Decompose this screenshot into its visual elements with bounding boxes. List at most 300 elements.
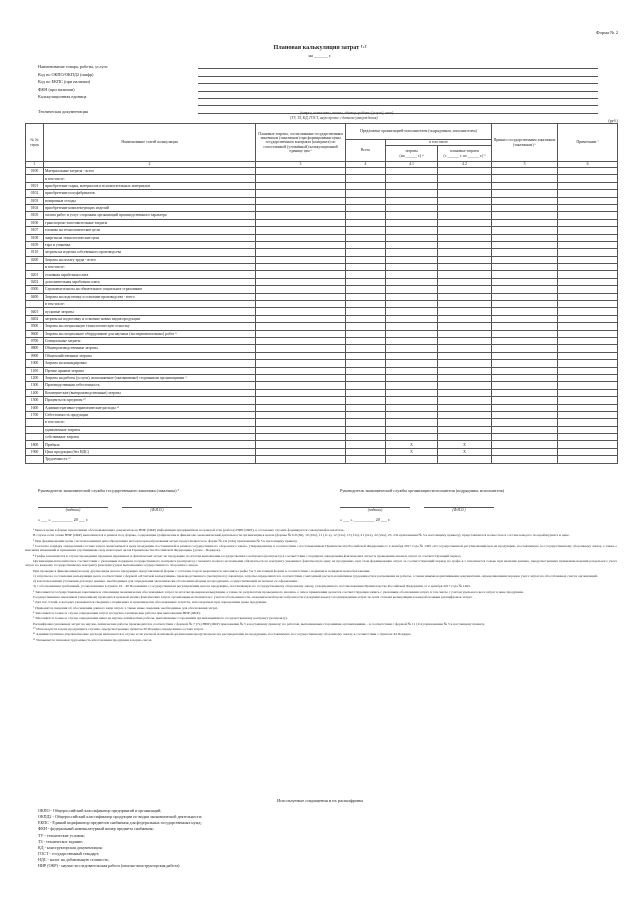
row-value-cell [558,293,618,300]
row-value-cell [386,374,438,381]
row-value-cell [386,286,438,293]
row-name: Прочие прямые затраты [44,367,256,374]
row-value-cell [438,182,492,189]
row-value-cell [256,212,346,219]
table-row [26,264,618,271]
row-value-cell [438,301,492,308]
row-value-cell [438,175,492,182]
row-value-cell [558,323,618,330]
table-row [26,204,618,211]
row-code: 0500 [26,323,44,330]
row-code: 0401 [26,308,44,315]
row-value-cell [492,448,558,455]
row-value-cell [558,182,618,189]
row-value-cell [386,249,438,256]
row-name: Специальные затраты [44,337,256,344]
row-value-cell [256,197,346,204]
row-value-cell [558,404,618,411]
column-number: 1 [26,162,44,168]
row-value-cell [346,411,386,418]
row-name: Трудоемкость ¹² [44,456,256,463]
footnote: В случае если этапы НИР (ОКР) выполняются в рамках под, формы, содержащие графические и финансово-экономический деятельности организации в целом (формы № 6-8 (8а), 10 (10а), 11 (11 а), 12 (12а), 13 (13а), 21 (21а), 22 (22а), 23, 23а приложения № 5 к настоящему приказу), представляются полностью в составе каждого по-прейскуранта и цене. [33,533,570,538]
footnote: Расшифровка указанных затрат на научно-технические работы производится в соответствии с формой № 7 (7а) НИР (ОКР) приложения № 5 к настоящему приказу; по работам, выполняемым сторонними организациями, - в соответствии с формой № 11 (11а) приложения № 5 к настоящему приказу. [33,621,485,626]
row-value-cell [386,367,438,374]
row-value-cell [438,256,492,263]
row-code: 0104 [26,204,44,211]
row-value-cell [438,426,492,433]
row-value-cell [346,197,386,204]
column-number: 4 [346,162,386,168]
row-value-cell [386,190,438,197]
footnote: ⁴ Графы заполняются в случае проведения проверки первичных и фактических затрат на продукцию по итогам выполнения государственного контракта (контракта) в соответствии с порядком определения фактических затрат и проведения анализа затрат за соответствующий период. [33,553,462,558]
footnote: ⁹ Заполняется только в случае определения цены на научно-технические работы, выполняемые сторонними организациями по государственному контракту (контракту). [33,616,288,621]
row-value-cell [558,301,618,308]
col-header-total: Всего [346,140,386,162]
header-field-label: Код по ОКПО/ОКПД2 (шифр) [38,71,94,77]
row-value-cell [256,241,346,248]
table-row [26,374,618,381]
row-value-cell [438,241,492,248]
row-value-cell [386,352,438,359]
row-value-cell [386,308,438,315]
col-header-note: Примечание ⁷ [558,124,618,162]
column-number: 2 [44,162,256,168]
document-title: Плановая калькуляция затрат ¹·² [273,44,367,51]
row-value-cell [492,241,558,248]
signature-right-title: Руководитель экономической службы организации-исполнителя (подрядчика, исполнителя) [340,488,504,493]
row-code: 0101 [26,182,44,189]
row-value-cell [346,293,386,300]
row-code [26,456,44,463]
row-name: Материальные затраты - всего [44,168,256,175]
row-value-cell [346,456,386,463]
row-name: Себестоимость продукции [44,411,256,418]
row-value-cell [492,419,558,426]
row-value-cell [256,330,346,337]
row-name: Затраты на подготовку и освоение производства - всего [44,293,256,300]
row-value-cell [438,286,492,293]
row-name: затраты на подготовку и освоение новых видов продукции [44,315,256,322]
row-code: 0201 [26,271,44,278]
row-value-cell [386,426,438,433]
row-value-cell [558,352,618,359]
hint-unit: (штуки, комплекты, тонны, единицы работы (услуги), иное) [300,111,394,115]
row-value-cell [558,278,618,285]
row-value-cell [256,374,346,381]
row-value-cell [346,315,386,322]
row-value-cell [438,337,492,344]
row-value-cell [438,249,492,256]
column-number: 4.1 [386,162,438,168]
row-value-cell [438,434,492,441]
row-value-cell [386,397,438,404]
table-row [26,441,618,448]
row-value-cell [346,271,386,278]
row-name: единоличные затраты [44,426,256,433]
abbreviations-list [38,808,598,869]
row-value-cell [386,241,438,248]
row-value-cell [256,411,346,418]
row-code: 0700 [26,337,44,344]
row-value-cell [386,256,438,263]
row-value-cell [346,382,386,389]
header-field [38,77,598,84]
row-value-cell [492,352,558,359]
table-row [26,315,618,322]
row-value-cell [438,271,492,278]
row-value-cell [256,256,346,263]
row-value-cell [438,456,492,463]
row-code: 0100 [26,168,44,175]
footnote: При проверке в фиксированную цену другие виды цен на продукцию представленной формы с согласия сторон разрешается заполнять графы 3 и 5 настоящей формы в соответствии с нормами и порядком ценообразования. [33,568,371,573]
table-row [26,345,618,352]
row-value-cell [346,345,386,352]
table-row [26,227,618,234]
row-value-cell [558,308,618,315]
row-value-cell [438,330,492,337]
column-number: 3 [256,162,346,168]
row-value-cell [256,426,346,433]
table-row [26,190,618,197]
table-row [26,434,618,441]
row-value-cell [438,367,492,374]
row-value-cell [346,241,386,248]
col-header-num: № № строк [26,124,44,162]
row-value-cell [256,382,346,389]
row-value-cell [386,227,438,234]
row-value-cell [492,212,558,219]
row-name: Затраты на специальную технологическую оснастку [44,323,256,330]
footnote: ¹⁰ Используется в цене продукции в случаях, предусмотренных пунктом 20 Порядка определения состава затрат. [33,626,204,631]
row-value-cell [386,212,438,219]
row-value-cell [558,330,618,337]
row-value-cell [438,389,492,396]
row-value-cell [346,441,386,448]
row-value-cell [558,360,618,367]
row-value-cell [438,212,492,219]
row-value-cell [386,360,438,367]
row-value-cell [386,219,438,226]
table-row [26,256,618,263]
row-code: 0900 [26,352,44,359]
row-value-cell [346,323,386,330]
row-value-cell [492,190,558,197]
row-value-cell [438,360,492,367]
row-value-cell [492,219,558,226]
row-value-cell [346,301,386,308]
row-value-cell [386,264,438,271]
row-value-cell: X [386,448,438,455]
abbreviation-item: НИР (ОКР) - научно-исследовательская работа (опытно-конструкторская работа). [38,863,181,869]
footnote: ¹² Указывается плановая трудоемкость изготовления продукции в нормо-часах. [33,637,153,642]
row-name: Затраты на работы (услуги), выполняемые (оказываемые) сторонними организациями ⁹ [44,374,256,381]
footnote: 1) затраты на составление калькуляции цен в соответствии с формой «Отчетной калькуляции» производственного (экспертного) характера, затраты определяются в соответствии с методикой расчета нормативов трудоемкости и расценками на работы, а также иными нормативными документами, определяющими порядок учета затрат на обособленных счетах организаций. [33,573,598,578]
row-value-cell [558,426,618,433]
row-name: тара и упаковка [44,241,256,248]
row-value-cell [558,456,618,463]
row-value-cell [386,301,438,308]
col-header-proposed: Предложено организацией-исполнителем (подрядчиком, исполнителем) [346,124,492,140]
row-value-cell [438,323,492,330]
row-code: 0200 [26,256,44,263]
row-value-cell [386,197,438,204]
row-value-cell [558,175,618,182]
row-name: основная заработная плата [44,271,256,278]
table-row [26,219,618,226]
col-header-plan-costs: плановые затраты (с ______ г. по ______ г.) ⁵ [438,146,492,162]
row-value-cell [256,227,346,234]
row-value-cell [558,448,618,455]
row-value-cell [256,456,346,463]
title-date: на ______ г. [308,53,332,58]
abbreviation-item: ЕКПС - Единый кодификатор предметов снабжения для федеральных государственных нужд; [38,820,202,826]
row-code: 0102 [26,190,44,197]
table-row [26,197,618,204]
row-code: 1200 [26,374,44,381]
footnote: ⁵ Заполняется государственным заказчиком в отношении экономически обоснованных затрат по итогам проверки калькуляции, а также по результатам проведенного анализа, о чем в примечании делается соответствующая запись с указанием обоснования затрат, в том числе с учетом удельного веса затрат в цене продукции. [33,589,524,594]
row-value-cell [346,190,386,197]
row-value-cell [256,204,346,211]
row-value-cell [386,234,438,241]
row-value-cell [386,337,438,344]
row-value-cell [256,182,346,189]
row-value-cell [346,219,386,226]
row-value-cell [492,367,558,374]
row-value-cell [346,234,386,241]
row-name: энергия на технологические цели [44,234,256,241]
signature-right-sign-label: (подпись) [367,508,383,512]
row-code: 0402 [26,315,44,322]
abbreviation-item: НДС - налог на добавленную стоимость; [38,857,110,863]
abbreviation-item: ТУ - технические условия; [38,832,85,838]
table-row [26,404,618,411]
row-value-cell [492,182,558,189]
row-value-cell [256,404,346,411]
abbreviation-item: ОКПО - Общероссийский классификатор предприятий и организаций; [38,808,162,813]
footnote: ¹ Цена и цены в форме при наличии обосновывающих документов на НИР (ОКР) информация предприятием по каждой этап (работе) НИР (ОКР), в остальных случаях формируется совокупный показатель. [33,528,345,532]
row-value-cell [438,374,492,381]
footnote: ⁸ Заполняется только в случае определения затрат на научно-технические работы при выполнении НИР (ОКР). [33,611,201,615]
row-value-cell [346,249,386,256]
row-value-cell [558,367,618,374]
header-field [38,99,598,106]
row-code: 1500 [26,397,44,404]
row-name: в том числе: [44,175,256,182]
row-value-cell [492,382,558,389]
row-value-cell [256,434,346,441]
unit-label: (руб.) [608,118,618,123]
header-field-label: ФКН (при наличии) [38,86,75,92]
row-name: пусковые затраты [44,308,256,315]
row-value-cell [256,301,346,308]
row-value-cell [386,382,438,389]
footnote: ⁶ Для тех статей, в которых указываются сведения о первичных и экономически обоснованных затратах, используемых при определении цены продукции. [33,600,267,605]
row-value-cell [558,204,618,211]
hint-docs: (ТУ, ТЗ, КД, ГОСТ, иную прочие с датами утверждения) [290,116,378,120]
footnote: ³ Согласно порядку определения состава затрат, включаемых в цену продукции, поставляемой в рамках государственного оборонного заказа, утвержденному в соответствии с постановлением Правительства Российской Федерации от 2 декабря 2017 года № 1465 «О государственном регулировании цен на продукцию, поставляемую по государственному оборонному заказу, а также о внесении изменений и признании утратившими силу некоторых актов Правительства Российской Федерации» (далее - Порядок). [25,543,617,553]
footnote: Организации-исполнители в соответствии с указанным порядком государственного контракта (контракта) с момента полного исполнения обязательств по контракту указывают фактическую цену на продукцию, при этом формирование затрат за соответствующий период по графе 4.1 заполняется только при наличии данных, предусмотренных правилами ведения раздельного учета затрат по каждому государственному контракту (контракту) при выполнении государственного оборонного заказа. [25,558,617,568]
row-value-cell [438,411,492,418]
signature-right-fio-label: (Ф.И.О.) [452,508,466,512]
row-value-cell [558,441,618,448]
row-value-cell [492,293,558,300]
row-value-cell [256,441,346,448]
row-value-cell [438,278,492,285]
table-row [26,249,618,256]
row-value-cell [492,397,558,404]
table-row [26,360,618,367]
row-value-cell [256,293,346,300]
row-value-cell [256,345,346,352]
row-value-cell [438,352,492,359]
row-value-cell [386,315,438,322]
row-value-cell [558,434,618,441]
row-value-cell [492,249,558,256]
row-value-cell [256,190,346,197]
row-value-cell [492,168,558,175]
header-field [38,62,598,69]
header-field-label: Код по ЕКПС (при наличии) [38,79,91,85]
row-value-cell [346,168,386,175]
row-value-cell [346,397,386,404]
row-value-cell [558,411,618,418]
row-code: 0106 [26,219,44,226]
row-value-cell [492,301,558,308]
row-code: 1000 [26,360,44,367]
row-code [26,264,44,271]
row-value-cell [558,374,618,381]
row-value-cell [256,367,346,374]
col-header-incl: в том числе [386,140,492,146]
row-name: приобретение полуфабрикатов [44,190,256,197]
table-row [26,330,618,337]
row-value-cell [346,367,386,374]
footnote: ² При формировании цены с использованием ценообразующих методом ценообразования затрат представляется по форме № 2А (2Аа) приложения № 5 к настоящему приказу. [33,538,298,543]
table-row [26,286,618,293]
row-value-cell [256,352,346,359]
row-code: 1600 [26,404,44,411]
row-value-cell [558,219,618,226]
row-value-cell [346,389,386,396]
row-code [26,301,44,308]
row-value-cell [346,360,386,367]
row-value-cell [558,382,618,389]
row-code: 0108 [26,234,44,241]
signature-right-date: « ___ » __________ 20 ___ г. [340,517,391,522]
row-name: Коммерческие (внепроизводственные) затраты [44,389,256,396]
row-value-cell [492,227,558,234]
row-value-cell [346,256,386,263]
signature-right [340,488,590,522]
row-name: Общепроизводственные затраты [44,345,256,352]
row-code: 1900 [26,448,44,455]
row-value-cell [346,227,386,234]
row-value-cell [386,389,438,396]
abbreviations-title: Используемые сокращения и их расшифровка [276,798,364,803]
row-code [26,175,44,182]
row-value-cell: X [386,441,438,448]
row-code: 0600 [26,330,44,337]
row-value-cell [558,190,618,197]
row-code [26,419,44,426]
row-value-cell [386,345,438,352]
row-value-cell [492,256,558,263]
row-value-cell: X [438,448,492,455]
row-value-cell [438,219,492,226]
column-number: 5 [492,162,558,168]
signature-left-sign-label: (подпись) [65,508,81,512]
row-code: 0105 [26,212,44,219]
row-value-cell [492,204,558,211]
row-value-cell [492,315,558,322]
table-row [26,448,618,455]
row-code [26,426,44,433]
table-row [26,411,618,418]
row-name: Производственная себестоимость [44,382,256,389]
row-name: транспортно-заготовительные затраты [44,219,256,226]
row-value-cell: X [438,441,492,448]
row-value-cell [492,456,558,463]
row-value-cell [386,330,438,337]
footnote: ⁷ Приводятся сведения об обосновании данного вида затрат, а также иные сведения, необходимые для обоснования затрат. [33,605,219,610]
row-value-cell [438,345,492,352]
abbreviation-item: ОКПД2 - Общероссийский классификатор продукции по видам экономической деятельности; [38,814,203,820]
table-row [26,389,618,396]
row-value-cell [386,271,438,278]
row-value-cell [558,271,618,278]
row-value-cell [492,330,558,337]
header-field [38,84,598,91]
row-name: затраты на изделия собственного производства [44,249,256,256]
row-code: 1100 [26,367,44,374]
row-code [26,434,44,441]
table-row [26,182,618,189]
row-code: 0300 [26,286,44,293]
row-value-cell [346,330,386,337]
row-value-cell [438,397,492,404]
row-name: Прибыль [44,441,256,448]
row-value-cell [492,175,558,182]
row-value-cell [558,241,618,248]
row-value-cell [558,315,618,322]
row-value-cell [492,264,558,271]
header-field-line [198,94,598,99]
table-body [26,168,618,464]
table-row [26,419,618,426]
row-code: 1700 [26,411,44,418]
row-value-cell [492,197,558,204]
row-value-cell [346,434,386,441]
row-name: возвратные отходы [44,197,256,204]
row-value-cell [438,190,492,197]
row-name: Проценты по кредитам ¹⁰ [44,397,256,404]
row-value-cell [492,389,558,396]
row-value-cell [346,374,386,381]
row-value-cell [346,264,386,271]
row-name: приобретение комплектующих изделий [44,204,256,211]
footnotes [25,528,617,643]
row-value-cell [492,411,558,418]
row-name: Страховые взносы на обязательное социальное страхование [44,286,256,293]
row-value-cell [492,404,558,411]
row-value-cell [346,337,386,344]
row-code: 0202 [26,278,44,285]
table-row [26,382,618,389]
row-value-cell [438,227,492,234]
row-value-cell [256,315,346,322]
row-value-cell [346,278,386,285]
row-value-cell [386,456,438,463]
